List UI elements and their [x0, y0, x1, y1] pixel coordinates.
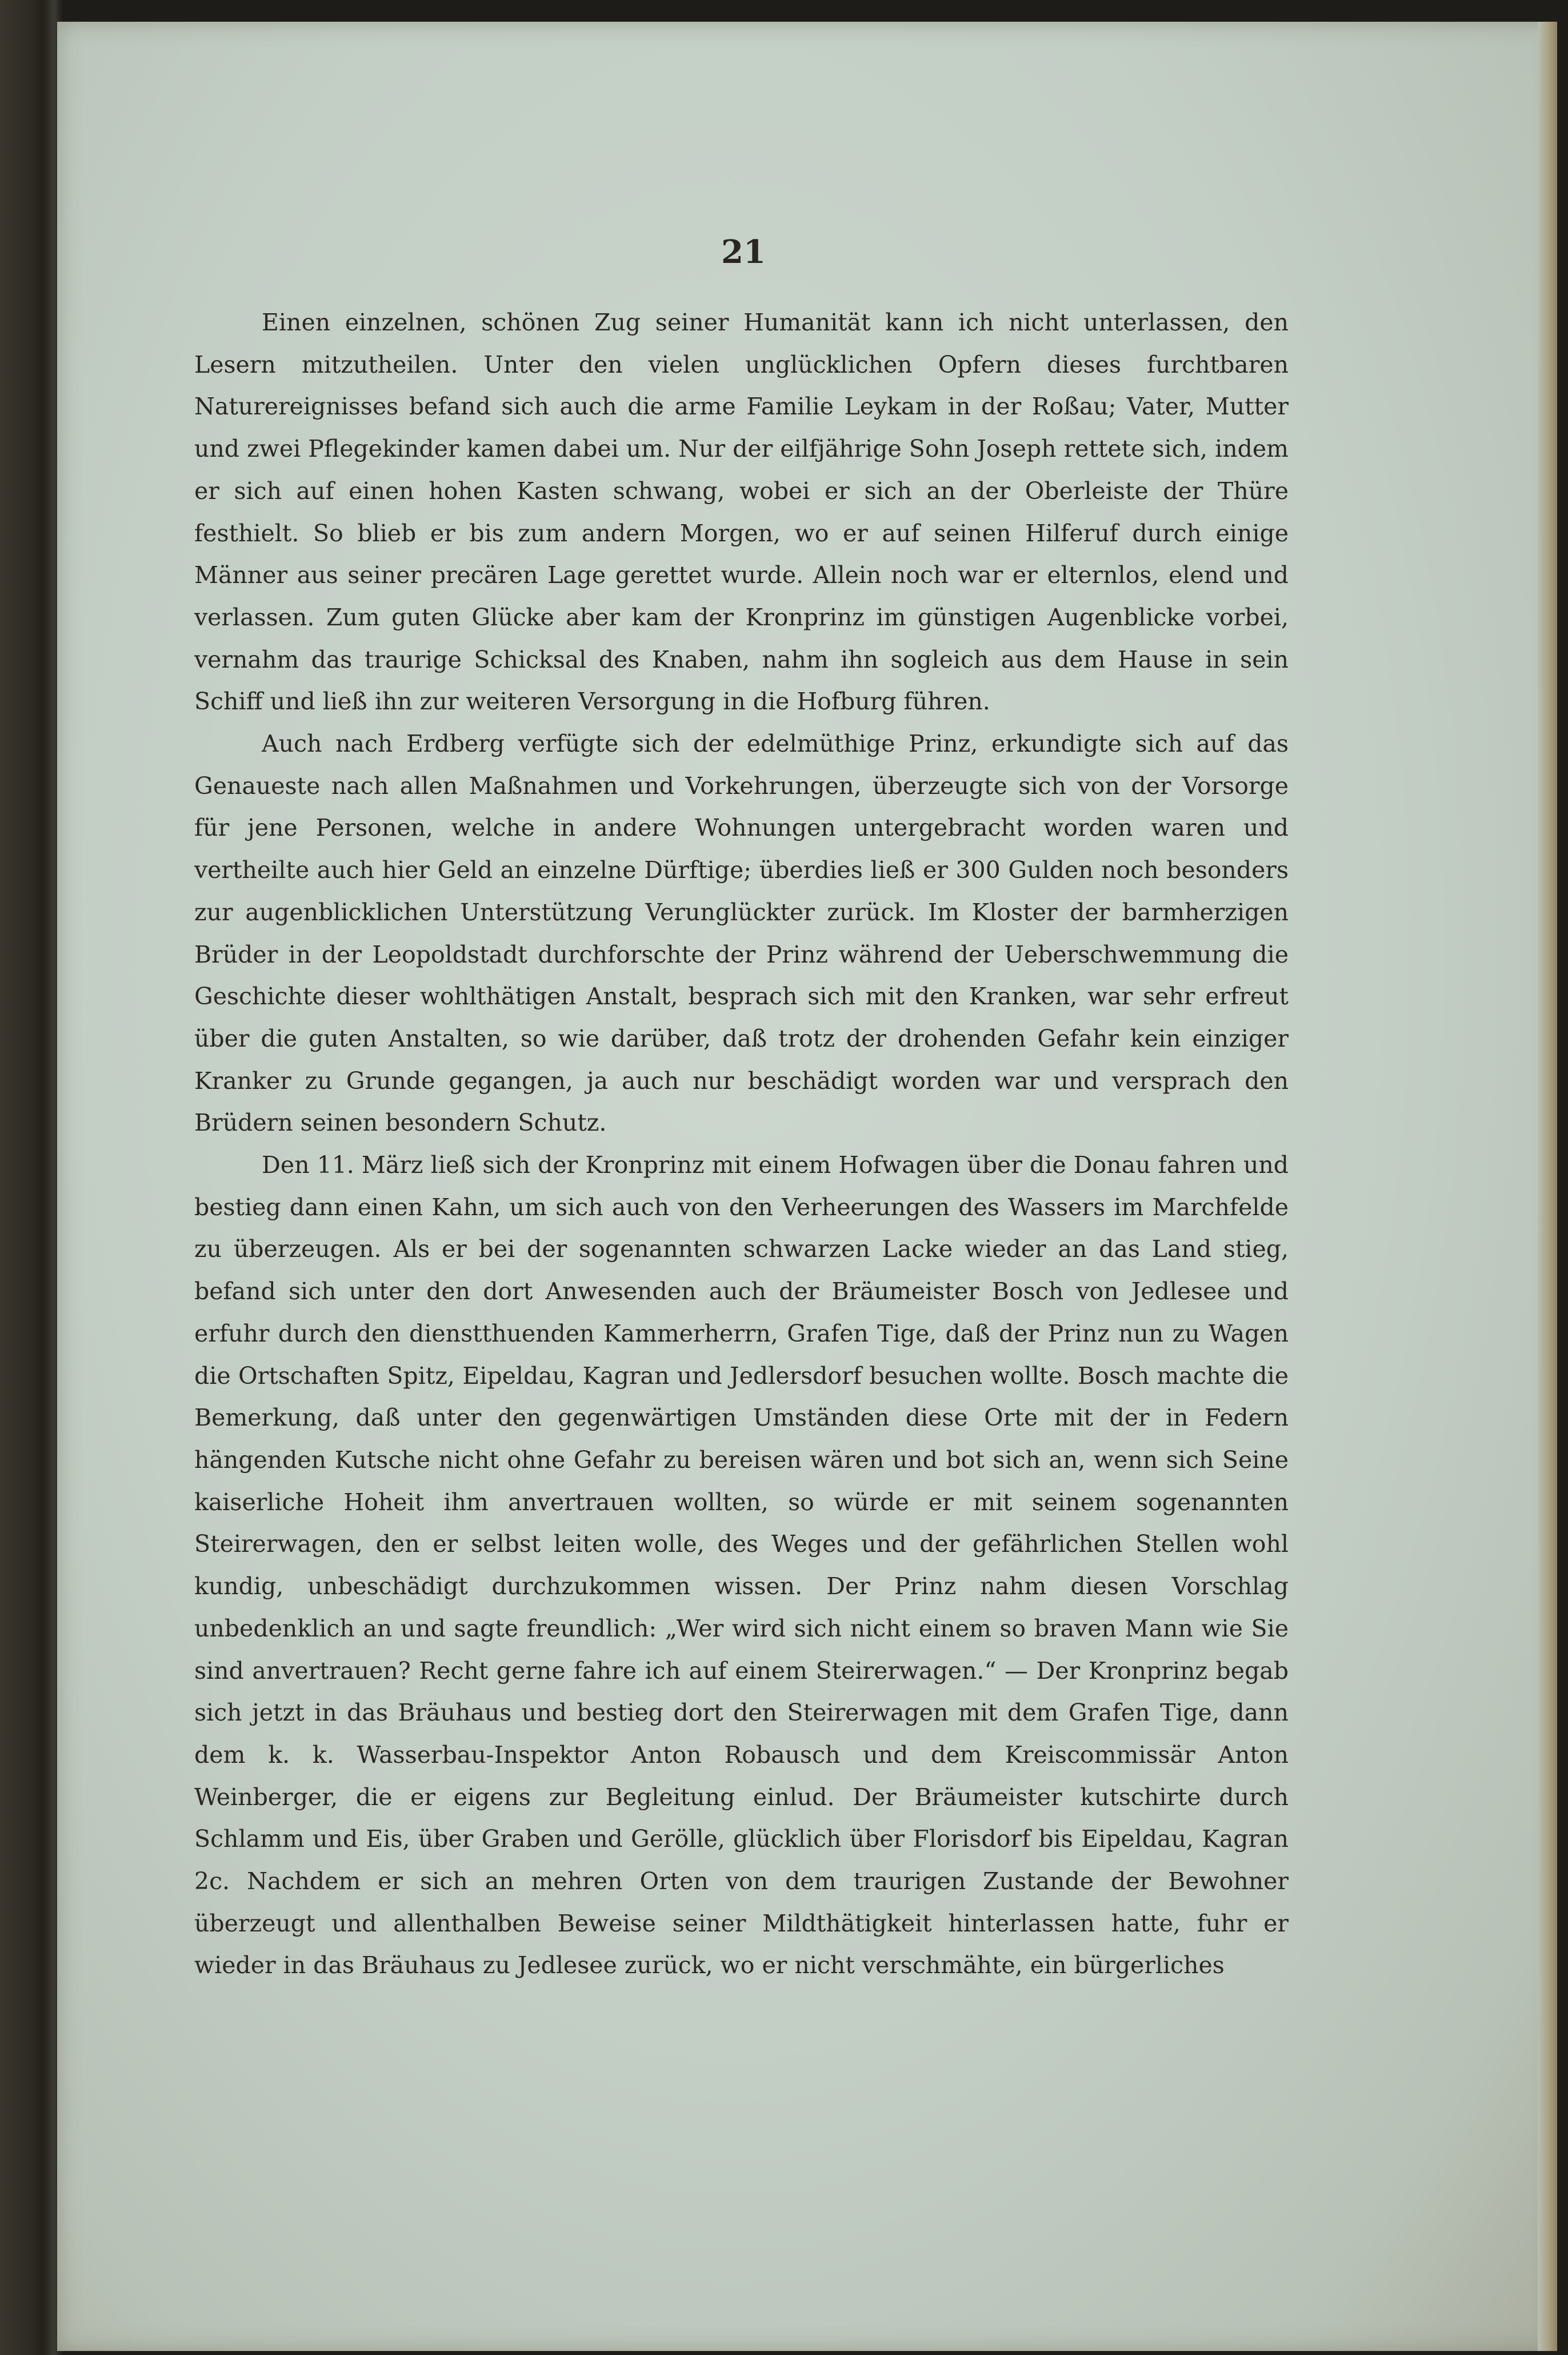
paragraph: Den 11. März ließ sich der Kronprinz mit einem Hofwagen über die Donau fahren und bestieg dann einen Kahn, um sich auch von den Verheerungen des Wassers im Marchfelde zu überzeugen. Als er bei der sogenannten schwarzen Lacke wieder an das Land stieg, befand sich unter den dort Anwesenden auch der Bräumeister Bosch von Jedlesee und erfuhr durch den dienstthuenden Kammerherrn, Grafen Tige, daß der Prinz nun zu Wagen die Ortschaften Spitz, Eipeldau, Kagran und Jedlersdorf besuchen wollte. Bosch machte die Bemerkung, daß unter den gegenwärtigen Umständen diese Orte mit der in Federn hängenden Kutsche nicht ohne Gefahr zu bereisen wären und bot sich an, wenn sich Seine kaiserliche Hoheit ihm anvertrauen wollten, so würde er mit seinem sogenannten Steirerwagen, den er selbst leiten wolle, des Weges und der gefährlichen Stellen wohl kundig, unbeschädigt durchzukommen wissen. Der Prinz nahm diesen Vorschlag unbedenklich an und sagte freundlich: „Wer wird sich nicht einem so braven Mann wie Sie sind anvertrauen? Recht gerne fahre ich auf einem Steirerwagen.“ — Der Kronprinz begab sich jetzt in das Bräuhaus und bestieg dort den Steirerwagen mit dem Grafen Tige, dann dem k. k. Wasserbau-Inspektor Anton Robausch und dem Kreiscommissär Anton Weinberger, die er eigens zur Begleitung einlud. Der Bräumeister kutschirte durch Schlamm und Eis, über Graben und Gerölle, glücklich über Florisdorf bis Eipeldau, Kagran 2c. Nachdem er sich an mehren Orten von dem traurigen Zustande der Bewohner überzeugt und allenthalben Beweise seiner Mildthätigkeit hinterlassen hatte, fuhr er wieder in das Bräuhaus zu Jedlesee zurück, wo er nicht verschmähte, ein bürgerliches [194, 1151, 1289, 1979]
page-edge [1538, 22, 1557, 2351]
paragraph: Auch nach Erdberg verfügte sich der edelmüthige Prinz, erkundigte sich auf das Genaueste nach allen Maßnahmen und Vorkehrungen, überzeugte sich von der Vorsorge für jene Personen, welche in andere Wohnungen untergebracht worden waren und vertheilte auch hier Geld an einzelne Dürftige; überdies ließ er 300 Gulden noch besonders zur augenblicklichen Unterstützung Verunglückter zurück. Im Kloster der barmherzigen Brüder in der Leopoldstadt durchforschte der Prinz während der Ueberschwemmung die Geschichte dieser wohlthätigen Anstalt, besprach sich mit den Kranken, war sehr erfreut über die guten Anstalten, so wie darüber, daß trotz der drohenden Gefahr kein einziger Kranker zu Grunde gegangen, ja auch nur beschädigt worden war und versprach den Brüdern seinen besondern Schutz. [194, 730, 1289, 1137]
body-text [194, 302, 1289, 1987]
page-number: 21 [721, 233, 766, 271]
paragraph: Einen einzelnen, schönen Zug seiner Humanität kann ich nicht unterlassen, den Lesern mitzutheilen. Unter den vielen unglücklichen Opfern dieses furchtbaren Naturereignisses befand sich auch die arme Familie Leykam in der Roßau; Vater, Mutter und zwei Pflegekinder kamen dabei um. Nur der eilfjährige Sohn Joseph rettete sich, indem er sich auf einen hohen Kasten schwang, wobei er sich an der Oberleiste der Thüre festhielt. So blieb er bis zum andern Morgen, wo er auf seinen Hilferuf durch einige Männer aus seiner precären Lage gerettet wurde. Allein noch war er elternlos, elend und verlassen. Zum guten Glücke aber kam der Kronprinz im günstigen Augenblicke vorbei, vernahm das traurige Schicksal des Knaben, nahm ihn sogleich aus dem Hause in sein Schiff und ließ ihn zur weiteren Versorgung in die Hofburg führen. [194, 309, 1289, 716]
